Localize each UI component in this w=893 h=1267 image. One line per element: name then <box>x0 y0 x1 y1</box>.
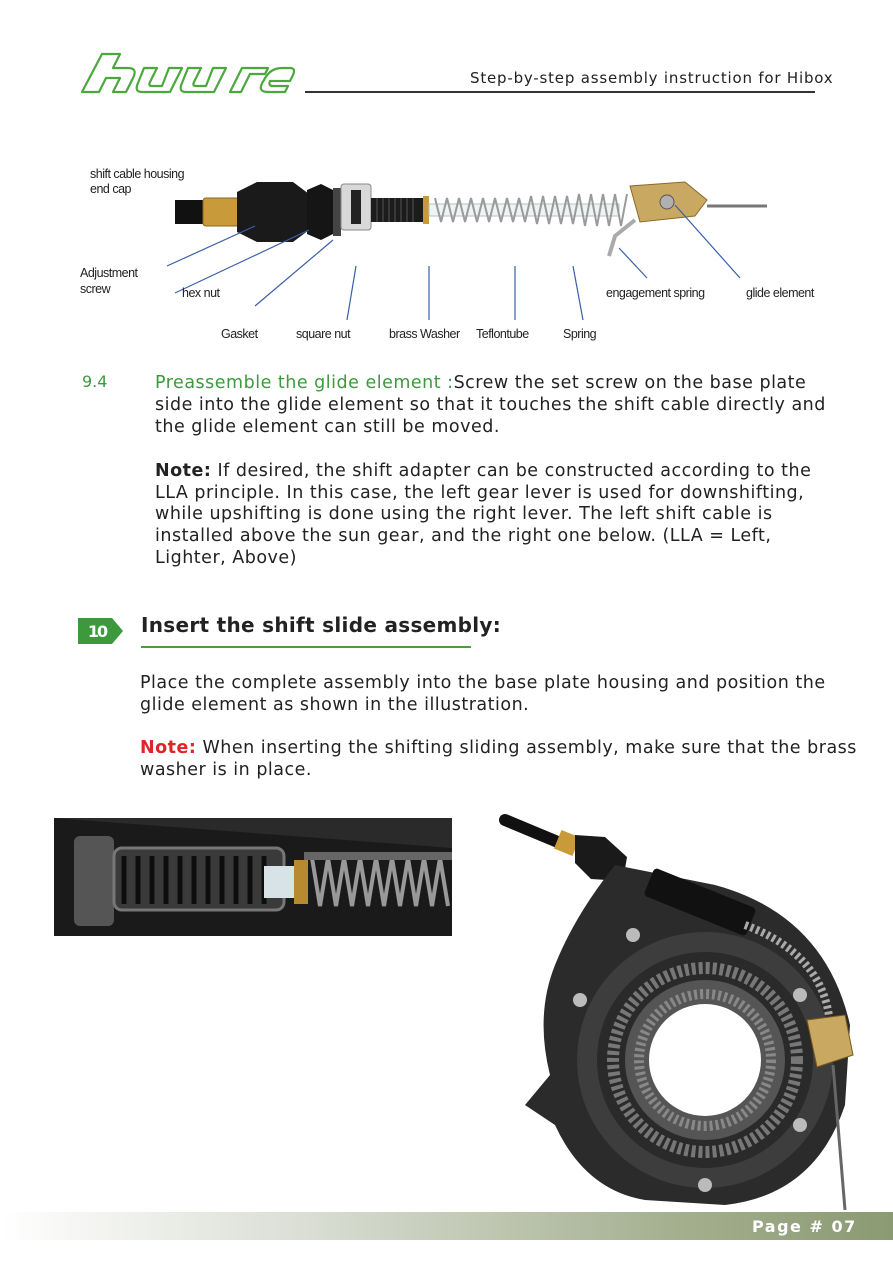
brand-logo <box>80 50 295 96</box>
section-title-underline <box>141 646 471 648</box>
hex-nut <box>307 184 333 240</box>
step-10-line-1: Place the complete assembly into the base plate housing and position the <box>140 673 826 693</box>
label-teflon-tube: Teflontube <box>476 327 529 341</box>
step-9-4-line-1 <box>155 372 806 394</box>
square-nut-core <box>351 190 361 224</box>
step-9-4-note-line-4: installed above the sun gear, and the right one below. (LLA = Left, <box>155 526 772 546</box>
page-number: Page # 07 <box>752 1217 857 1236</box>
label-hex-nut: hex nut <box>182 286 220 300</box>
document-title: Step-by-step assembly instruction for Hibox <box>470 69 834 87</box>
label-end-cap: shift cable housing end cap <box>90 167 185 196</box>
label-glide-element: glide element <box>746 286 814 300</box>
label-adjustment-screw: Adjustment screw <box>80 266 138 296</box>
brass-end-cap <box>203 198 241 226</box>
label-spring: Spring <box>563 327 597 341</box>
label-square-nut: square nut <box>296 327 351 341</box>
set-screw <box>660 195 674 209</box>
step-9-4-line-3: the glide element can still be moved. <box>155 417 500 437</box>
closeup-photo-brass-washer <box>54 818 452 936</box>
step-9-4-note-line-3: while upshifting is done using the right lever. The left shift cable is <box>155 504 773 524</box>
step-10-number: 10 <box>87 622 107 641</box>
step-10-line-2: glide element as shown in the illustration. <box>140 695 530 715</box>
label-brass-washer: brass Washer <box>389 327 460 341</box>
step-9-4-line-2: side into the glide element so that it touches the shift cable directly and <box>155 395 826 415</box>
step-9-4-note-line-1 <box>155 460 811 482</box>
step-10-note-line-2: washer is in place. <box>140 760 312 780</box>
step-number-9-4: 9.4 <box>82 372 108 391</box>
label-gasket: Gasket <box>221 327 258 341</box>
threaded-screw <box>371 198 423 222</box>
gasket <box>333 188 341 236</box>
step-9-4-note-line-5: Lighter, Above) <box>155 548 297 568</box>
step-9-4-note-line-2: LLA principle. In this case, the left gear lever is used for downshifting, <box>155 483 805 503</box>
brass-washer <box>423 196 429 224</box>
note-text-1: If desired, the shift adapter can be constructed according to the <box>211 461 812 481</box>
warning-note-text: When inserting the shifting sliding assembly, make sure that the brass <box>196 738 857 758</box>
note-label: Note: <box>155 461 212 481</box>
shift-slide-assembly-diagram <box>75 160 835 350</box>
step-9-4-heading: Preassemble the glide element : <box>155 373 454 393</box>
step-9-4-body-1: Screw the set screw on the base plate <box>453 373 807 393</box>
section-title: Insert the shift slide assembly: <box>141 613 502 637</box>
label-engagement-spring: engagement spring <box>606 286 705 300</box>
adjustment-screw <box>237 182 309 242</box>
step-10-badge <box>78 618 124 644</box>
header-divider <box>305 91 815 93</box>
assembly-photo-base-plate <box>495 805 865 1215</box>
warning-note-label: Note: <box>140 738 197 758</box>
step-10-note-line-1 <box>140 737 857 759</box>
